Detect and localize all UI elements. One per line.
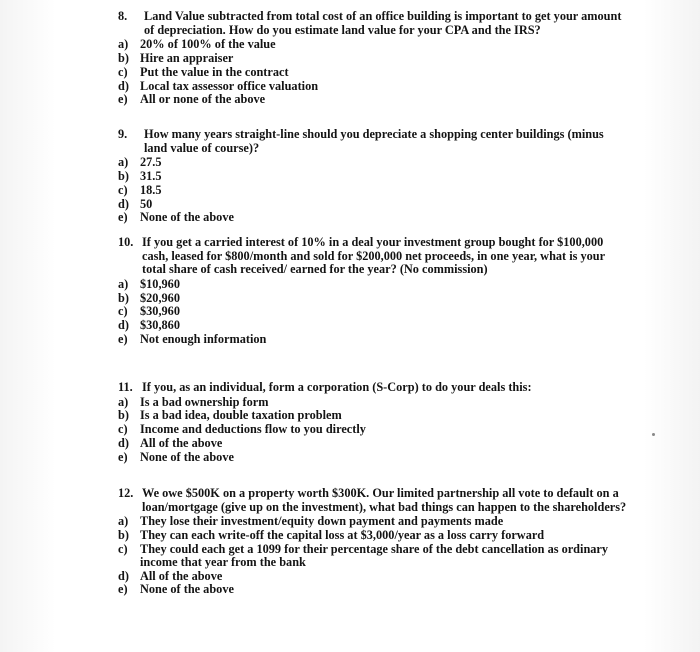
answer-option [118,451,628,465]
option-letter: c) [118,541,128,556]
question-10 [118,236,628,347]
option-letter: a) [118,155,129,170]
option-letter: a) [118,394,129,409]
option-letter: a) [118,37,129,52]
answer-option [118,543,628,570]
answer-option [118,437,628,451]
answer-option [118,423,628,437]
question-11 [118,381,628,465]
answer-options [118,156,628,225]
option-letter: d) [118,196,129,211]
answer-option [118,319,628,333]
option-letter: e) [118,92,128,107]
option-letter: e) [118,210,128,225]
option-text: 20% of 100% of the value [140,37,276,52]
option-text: 31.5 [140,168,162,183]
option-text: $30,860 [140,318,180,333]
option-letter: d) [118,435,129,450]
option-letter: c) [118,422,128,437]
option-letter: c) [118,304,128,319]
answer-option [118,333,628,347]
option-text: Not enough information [140,331,267,346]
answer-option [118,396,628,410]
option-letter: c) [118,64,128,79]
question-text: We owe $500K on a property worth $300K. Our limited partnership all vote to default on a loan/mortgage (give up on the investment), what bad things can happen to the shareholders? [142,486,627,514]
question-stem [118,381,628,395]
question-9 [118,128,628,225]
answer-option [118,570,628,584]
answer-options [118,515,628,597]
option-text: Put the value in the contract [140,64,289,79]
option-letter: e) [118,449,128,464]
answer-option [118,292,628,306]
answer-option [118,52,628,66]
option-text: 50 [140,196,153,211]
option-letter: e) [118,331,128,346]
question-text: If you, as an individual, form a corporation (S-Corp) to do your deals this: [142,380,532,394]
answer-option [118,278,628,292]
question-text: If you get a carried interest of 10% in a deal your investment group bought for $100,000 cash, leased for $800/month and sold for $200,000 net proceeds, in one year, what is your total share of cash received/ earned for the year? (No commission) [142,235,605,277]
question-stem [118,128,628,155]
question-number: 12. [118,486,134,500]
answer-options [118,396,628,465]
answer-option [118,184,628,198]
answer-option [118,515,628,529]
option-text: None of the above [140,582,234,597]
option-letter: b) [118,408,129,423]
option-text: They can each write-off the capital loss at $3,000/year as a loss carry forward [140,527,545,542]
option-text: $20,960 [140,290,180,305]
option-text: Local tax assessor office valuation [140,78,319,93]
option-letter: d) [118,568,129,583]
question-number: 11. [118,380,133,394]
option-letter: b) [118,527,129,542]
option-letter: b) [118,50,129,65]
question-stem [118,487,628,514]
answer-option [118,156,628,170]
option-text: Is a bad ownership form [140,394,269,409]
answer-option [118,170,628,184]
option-text: Is a bad idea, double taxation problem [140,408,342,423]
option-text: They lose their investment/equity down payment and payments made [140,514,504,529]
option-text: 18.5 [140,182,162,197]
question-stem [118,236,628,277]
answer-option [118,66,628,80]
answer-option [118,211,628,225]
option-text: All or none of the above [140,92,266,107]
question-text: How many years straight-line should you depreciate a shopping center buildings (minus land value of course)? [144,127,604,155]
question-text: Land Value subtracted from total cost of an office building is important to get your amount of depreciation. How do you estimate land value for your CPA and the IRS? [144,9,622,37]
answer-option [118,583,628,597]
option-text: 27.5 [140,155,162,170]
option-text: All of the above [140,568,223,583]
option-text: Hire an appraiser [140,50,234,65]
option-text: Income and deductions flow to you directly [140,422,366,437]
question-number: 8. [118,9,128,23]
scan-speck [652,433,655,436]
question-stem [118,10,628,37]
answer-option [118,93,628,107]
answer-options [118,278,628,347]
question-number: 9. [118,127,128,141]
option-letter: a) [118,276,129,291]
answer-option [118,305,628,319]
option-letter: b) [118,290,129,305]
option-text: None of the above [140,210,234,225]
answer-option [118,529,628,543]
question-8 [118,10,628,107]
option-text: All of the above [140,435,223,450]
answer-option [118,198,628,212]
option-letter: b) [118,168,129,183]
option-letter: a) [118,514,129,529]
question-12 [118,487,628,597]
option-letter: e) [118,582,128,597]
option-text: None of the above [140,449,234,464]
option-text: $10,960 [140,276,180,291]
option-letter: d) [118,78,129,93]
option-letter: c) [118,182,128,197]
answer-option [118,80,628,94]
option-text: $30,960 [140,304,180,319]
answer-option [118,409,628,423]
question-number: 10. [118,235,134,249]
answer-option [118,38,628,52]
option-text: They could each get a 1099 for their percentage share of the debt cancellation as ordinary income that year from the bank [140,541,609,570]
option-letter: d) [118,318,129,333]
answer-options [118,38,628,107]
